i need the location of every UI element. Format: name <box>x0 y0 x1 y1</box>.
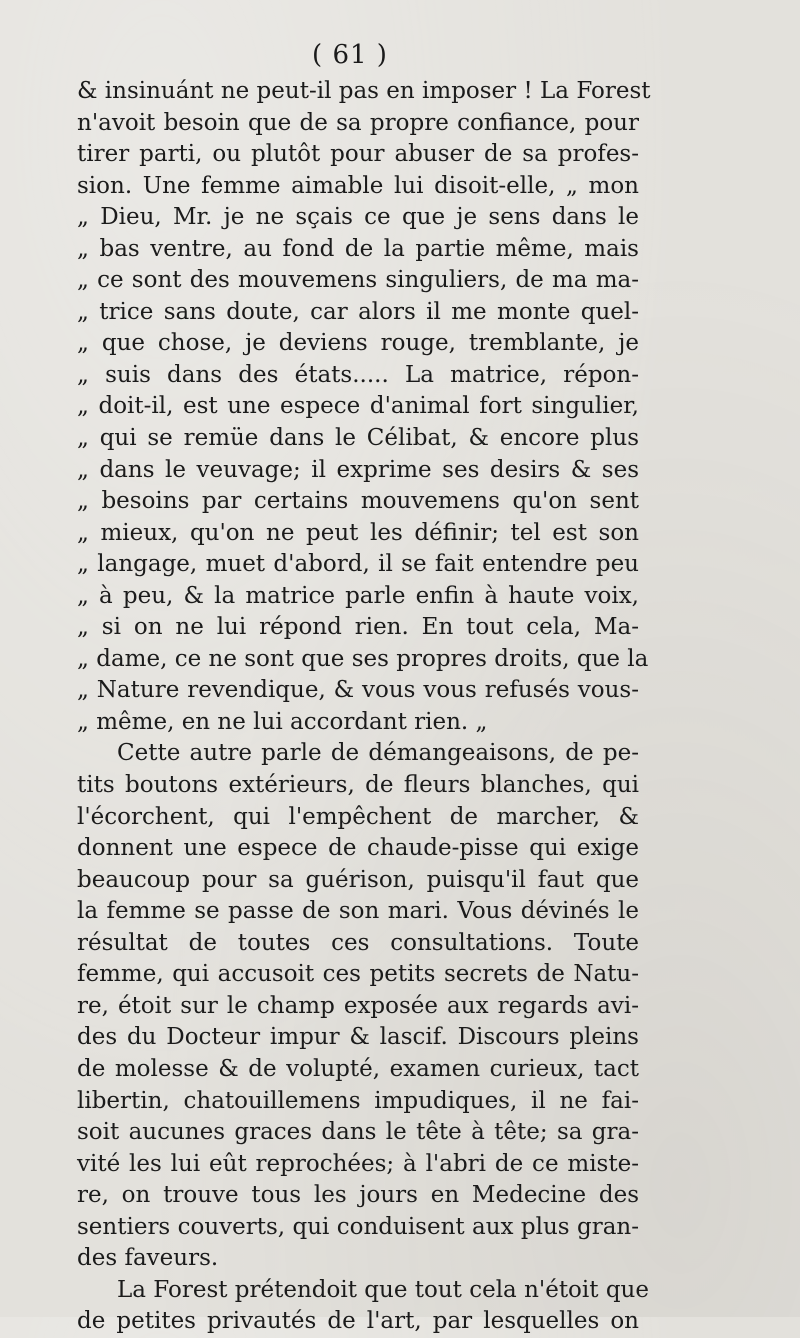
text-line: „ à peu, & la matrice parle enfin à haute voix, <box>77 582 639 609</box>
text-line: soit aucunes graces dans le tête à tête; sa gra- <box>77 1119 639 1146</box>
text-line: „ bas ventre, au fond de la partie même, mais <box>77 235 639 262</box>
text-line: femme, qui accusoit ces petits secrets de Natu- <box>77 961 639 988</box>
text-line: „ si on ne lui répond rien. En tout cela, Ma- <box>77 614 639 641</box>
text-line: vité les lui eût reprochées; à l'abri de ce miste- <box>77 1150 639 1177</box>
text-line: l'écorchent, qui l'empêchent de marcher, & <box>77 803 639 830</box>
paragraph-start-line: La Forest prétendoit que tout cela n'étoit que <box>117 1276 649 1303</box>
text-line: „ suis dans des états..... La matrice, répon- <box>77 361 639 388</box>
text-line: „ doit-il, est une espece d'animal fort singulier, <box>77 393 639 420</box>
text-line: „ Dieu, Mr. je ne sçais ce que je sens dans le <box>77 204 639 231</box>
text-line: „ Nature revendique, & vous vous refusés vous- <box>77 677 639 704</box>
text-line: „ besoins par certains mouvemens qu'on sent <box>77 488 639 515</box>
text-line: „ dame, ce ne sont que ses propres droits, que la <box>77 645 649 672</box>
text-line: „ que chose, je deviens rouge, tremblante, je <box>77 330 639 357</box>
text-line: sentiers couverts, qui conduisent aux plus gran- <box>77 1213 639 1240</box>
text-line: „ langage, muet d'abord, il se fait entendre peu <box>77 551 639 578</box>
text-line: résultat de toutes ces consultations. Toute <box>77 929 639 956</box>
text-line: tits boutons extérieurs, de fleurs blanches, qui <box>77 772 639 799</box>
text-line: re, on trouve tous les jours en Medecine des <box>77 1182 639 1209</box>
text-line: & insinuánt ne peut-il pas en imposer ! La Forest <box>77 78 651 104</box>
text-line: n'avoit besoin que de sa propre confiance, pour <box>77 109 639 136</box>
text-line: la femme se passe de son mari. Vous dévinés le <box>77 898 639 925</box>
text-line: „ même, en ne lui accordant rien. „ <box>77 708 488 735</box>
text-line: de molesse & de volupté, examen curieux, tact <box>77 1055 639 1082</box>
text-line: „ dans le veuvage; il exprime ses desirs & ses <box>77 456 639 483</box>
text-line: beaucoup pour sa guérison, puisqu'il faut que <box>77 866 639 893</box>
text-line: libertin, chatouillemens impudiques, il ne fai- <box>77 1087 639 1114</box>
text-line: „ qui se remüe dans le Célibat, & encore plus <box>77 425 639 452</box>
text-line: des faveurs. <box>77 1245 219 1272</box>
text-line: donnent une espece de chaude-pisse qui exige <box>77 835 639 862</box>
text-line: sion. Une femme aimable lui disoit-elle, „ mon <box>77 172 639 199</box>
text-line: „ ce sont des mouvemens singuliers, de ma ma- <box>77 267 639 294</box>
body-text <box>77 76 651 1338</box>
text-line: tirer parti, ou plutôt pour abuser de sa profes- <box>77 141 639 168</box>
text-line: re, étoit sur le champ exposée aux regards avi- <box>77 992 639 1019</box>
paragraph-start-line: Cette autre parle de démangeaisons, de pe- <box>117 740 639 767</box>
text-line: de petites privautés de l'art, par lesquelles on <box>77 1308 639 1335</box>
page-number: ( 61 ) <box>312 40 388 70</box>
text-line: „ mieux, qu'on ne peut les définir; tel est son <box>77 519 639 546</box>
text-line: „ trice sans doute, car alors il me monte quel- <box>77 298 639 325</box>
text-line: des du Docteur impur & lascif. Discours pleins <box>77 1024 639 1051</box>
